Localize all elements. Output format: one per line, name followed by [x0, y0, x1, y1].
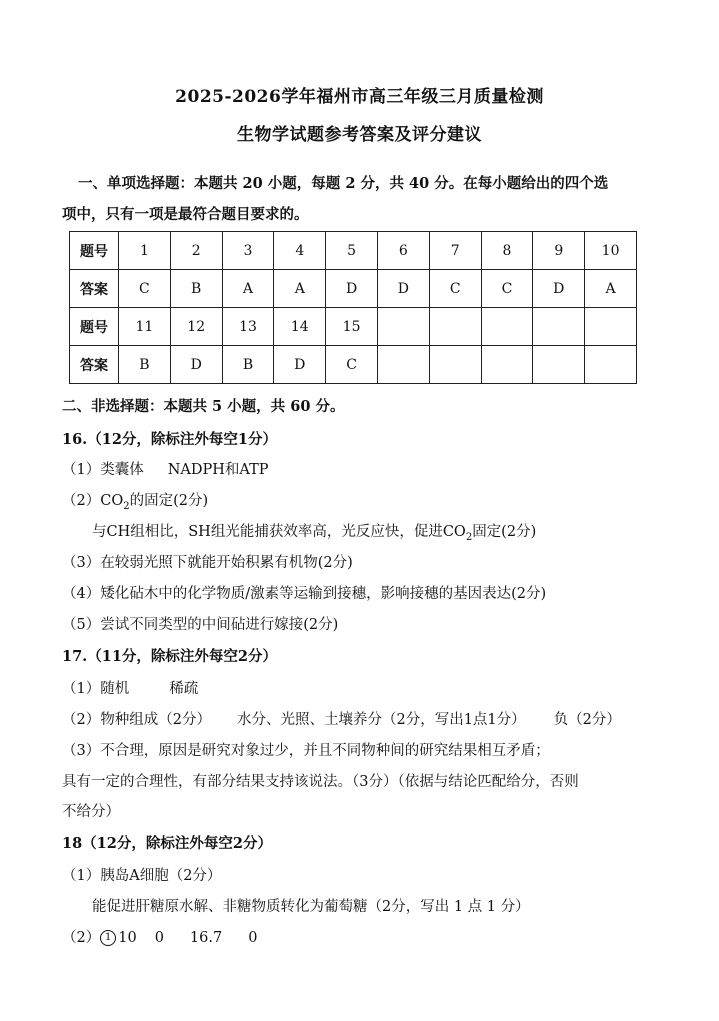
q16-part1-answer-a: 类囊体	[100, 462, 144, 478]
q16-part1-answer-b: NADPH和ATP	[167, 462, 269, 478]
q17-part2-answer-b: 水分、光照、土壤养分（2分，写出1点1分）	[236, 712, 526, 728]
question-number-cell: 14	[274, 308, 326, 346]
q17-part3-cont: 具有一定的合理性，有部分结果支持该说法。（3分）（依据与结论匹配给分，否则	[62, 774, 579, 790]
question-number-cell: 4	[274, 232, 326, 270]
q17-heading: 17.（11分，除标注外每空2分）	[62, 648, 277, 665]
q16-part2-rest: 的固定(2分)	[129, 493, 209, 509]
question-number-cell: 5	[326, 232, 378, 270]
empty-cell	[429, 308, 481, 346]
empty-cell	[481, 346, 533, 384]
section1-heading-line1: 一、单项选择题：本题共 20 小题，每题 2 分，共 40 分。在每小题给出的四个选	[78, 175, 609, 192]
q18-part1: （1）胰岛A细胞（2分）	[62, 868, 222, 884]
question-number-cell: 15	[326, 308, 378, 346]
section1-heading-line2: 项中，只有一项是最符合题目要求的。	[62, 206, 309, 223]
empty-cell	[585, 308, 637, 346]
answer-cell: B	[119, 346, 171, 384]
question-number-cell: 6	[377, 232, 429, 270]
empty-cell	[377, 308, 429, 346]
row-label-answer: 答案	[70, 270, 119, 308]
q18-part2-value: 0	[248, 930, 258, 946]
q17-part2-number: （2）	[62, 712, 101, 728]
q16-part4: （4）矮化砧木中的化学物质/激素等运输到接穗，影响接穗的基因表达(2分)	[62, 586, 547, 602]
row-label-question: 题号	[70, 308, 119, 346]
answer-cell: D	[533, 270, 585, 308]
answer-cell: C	[429, 270, 481, 308]
q16-part2-explanation-post: 固定(2分)	[472, 524, 537, 540]
q16-part5: （5）尝试不同类型的中间砧进行嫁接(2分)	[62, 617, 339, 633]
table-row	[70, 232, 637, 270]
answer-cell: D	[377, 270, 429, 308]
section2-heading: 二、非选择题：本题共 5 小题，共 60 分。	[62, 398, 345, 415]
answer-cell: D	[274, 346, 326, 384]
answer-cell: D	[170, 346, 222, 384]
q16-part2-explanation-pre: 与CH组相比，SH组光能捕获效率高，光反应快，促进CO	[92, 524, 466, 540]
q17-part1-answer-a: 随机	[100, 681, 130, 697]
q17-part2-answer-c: 负（2分）	[553, 712, 621, 728]
q16-part2-number: （2）	[62, 493, 101, 509]
q17-part2	[62, 708, 621, 729]
question-number-cell: 9	[533, 232, 585, 270]
answer-cell: D	[326, 270, 378, 308]
empty-cell	[533, 346, 585, 384]
answer-cell: A	[274, 270, 326, 308]
q16-part2-explanation-subscript: 2	[465, 531, 473, 543]
q16-part2-co: CO	[100, 493, 124, 509]
question-number-cell: 7	[429, 232, 481, 270]
answer-cell: B	[170, 270, 222, 308]
empty-cell	[533, 308, 585, 346]
q18-part2-value: 10	[118, 930, 137, 946]
page-title: 2025-2026学年福州市高三年级三月质量检测	[175, 87, 544, 107]
empty-cell	[481, 308, 533, 346]
q16-part2	[62, 489, 208, 512]
q17-part2-answer-a: 物种组成（2分）	[100, 712, 211, 728]
q17-part1-number: （1）	[62, 681, 101, 697]
question-number-cell: 8	[481, 232, 533, 270]
q16-part1-number: （1）	[62, 462, 101, 478]
q16-heading: 16.（12分，除标注外每空1分）	[62, 431, 277, 448]
q16-part3: （3）在较弱光照下就能开始积累有机物(2分)	[62, 555, 353, 571]
q18-part2-number: （2）	[62, 930, 101, 946]
circled-number-icon: 1	[100, 930, 116, 946]
q17-part3-cont2: 不给分）	[62, 804, 120, 820]
answer-cell: C	[119, 270, 171, 308]
empty-cell	[429, 346, 481, 384]
q18-part2	[62, 926, 257, 947]
question-number-cell: 2	[170, 232, 222, 270]
table-row	[70, 346, 637, 384]
table-row	[70, 308, 637, 346]
q17-part1	[62, 677, 198, 698]
row-label-question: 题号	[70, 232, 119, 270]
answer-cell: B	[222, 346, 274, 384]
answer-table	[69, 231, 637, 384]
q16-part1	[62, 458, 269, 479]
empty-cell	[377, 346, 429, 384]
answer-cell: A	[585, 270, 637, 308]
question-number-cell: 12	[170, 308, 222, 346]
answer-cell: A	[222, 270, 274, 308]
answer-cell: C	[481, 270, 533, 308]
q16-part2-subscript: 2	[123, 500, 130, 512]
question-number-cell: 10	[585, 232, 637, 270]
question-number-cell: 11	[119, 308, 171, 346]
empty-cell	[585, 346, 637, 384]
q17-part1-answer-b: 稀疏	[169, 681, 199, 697]
q18-part1-explanation: 能促进肝糖原水解、非糖物质转化为葡萄糖（2分，写出 1 点 1 分）	[92, 899, 530, 915]
question-number-cell: 13	[222, 308, 274, 346]
q17-part3: （3）不合理，原因是研究对象过少，并且不同物种间的研究结果相互矛盾；	[62, 743, 550, 759]
table-row	[70, 270, 637, 308]
question-number-cell: 1	[119, 232, 171, 270]
answer-cell: C	[326, 346, 378, 384]
q18-part2-value: 16.7	[189, 930, 223, 946]
q18-heading: 18（12分，除标注外每空2分）	[62, 835, 272, 852]
page-subtitle: 生物学试题参考答案及评分建议	[237, 125, 482, 145]
row-label-answer: 答案	[70, 346, 119, 384]
q16-part2-explanation	[92, 520, 536, 543]
question-number-cell: 3	[222, 232, 274, 270]
q18-part2-value: 0	[154, 930, 164, 946]
